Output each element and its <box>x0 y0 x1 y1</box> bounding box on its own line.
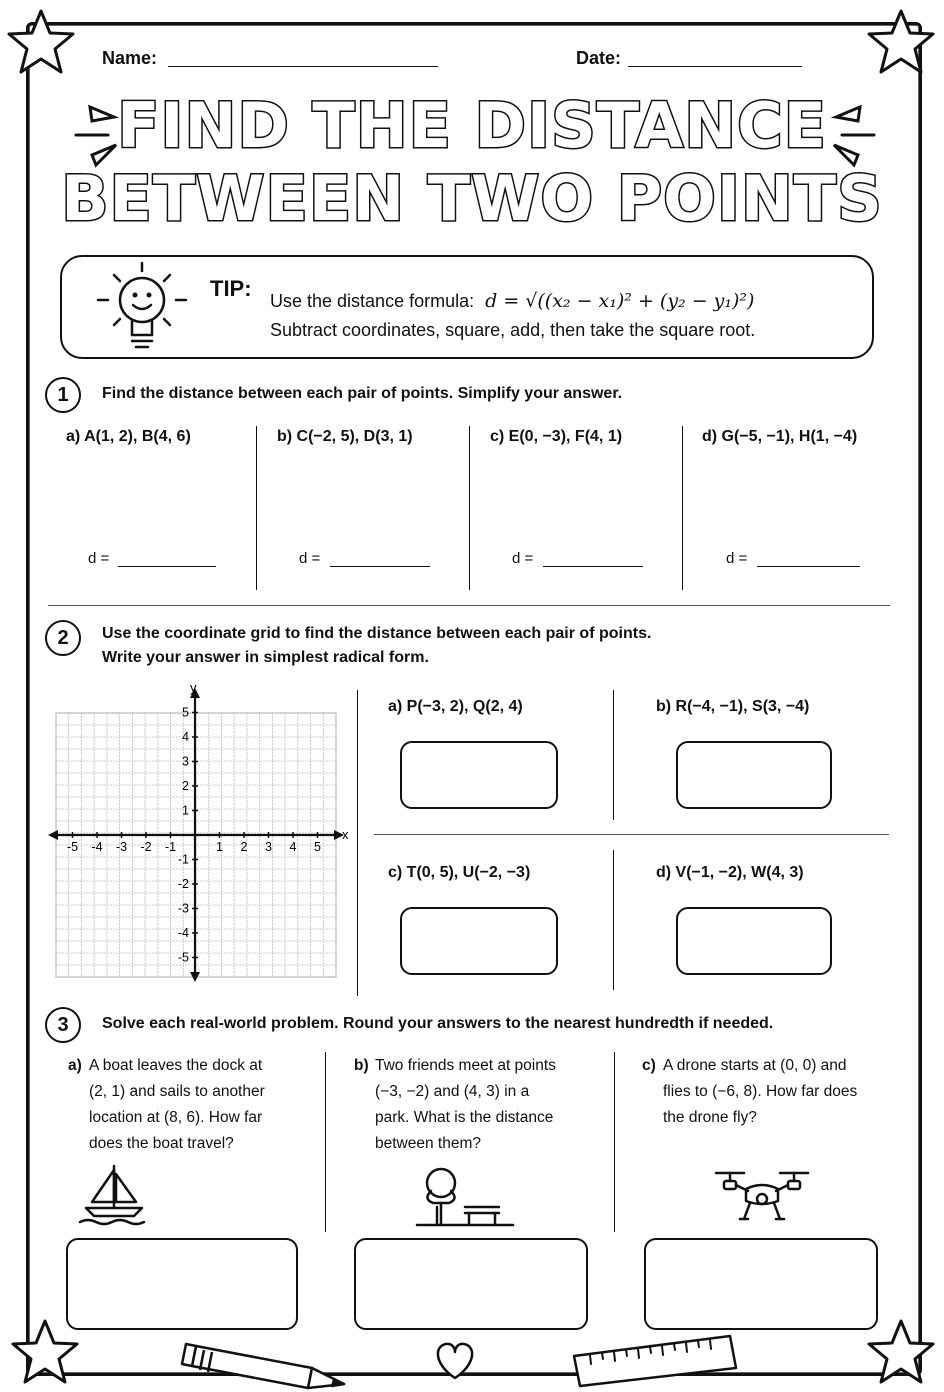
section-number: 2 <box>45 620 81 656</box>
divider <box>325 1052 326 1232</box>
star-icon <box>10 1318 80 1388</box>
heart-icon <box>432 1340 478 1382</box>
problem-text-line: location at (8, 6). How far <box>89 1109 263 1126</box>
y-tick-label: 2 <box>182 779 189 793</box>
problem-text-line: (−3, −2) and (4, 3) in a <box>375 1083 530 1100</box>
y-tick-label: -4 <box>177 926 189 940</box>
problem-label: d) V(−1, −2), W(4, 3) <box>656 864 804 881</box>
tip-formula-prefix: Use the distance formula: <box>270 291 475 311</box>
answer-line[interactable] <box>757 566 860 567</box>
y-axis-label: y <box>190 680 197 695</box>
x-tick-label: -5 <box>66 840 79 854</box>
problem-text-line: A boat leaves the dock at <box>89 1057 263 1074</box>
tip-line2: Subtract coordinates, square, add, then take the square root. <box>270 320 756 340</box>
divider <box>613 850 614 990</box>
divider <box>469 426 470 590</box>
sparkle-lines-icon <box>820 95 880 175</box>
answer-box[interactable] <box>400 741 558 809</box>
x-tick-label: 2 <box>240 840 248 854</box>
problem-text-line: between them? <box>375 1135 481 1152</box>
y-tick-label: -3 <box>177 901 189 916</box>
answer-box[interactable] <box>66 1238 298 1330</box>
divider <box>682 426 683 590</box>
section3-instruction: Solve each real-world problem. Round your answers to the nearest hundredth if needed. <box>102 1015 774 1032</box>
x-tick-label: -4 <box>91 840 103 854</box>
problem-text-line: the drone fly? <box>663 1109 757 1126</box>
problem-text-line: does the boat travel? <box>89 1135 234 1152</box>
section-number: 3 <box>45 1007 81 1043</box>
problem-label: b) R(−4, −1), S(3, −4) <box>656 698 810 715</box>
word-problem-c <box>642 1053 858 1126</box>
divider <box>256 426 257 590</box>
divider <box>374 834 889 835</box>
answer-box[interactable] <box>676 907 832 975</box>
date-field[interactable] <box>628 66 802 67</box>
x-tick-label: -2 <box>140 840 152 854</box>
x-axis-arrow <box>48 830 58 840</box>
tree-bench-icon <box>415 1163 515 1229</box>
y-tick-label: 5 <box>182 705 189 720</box>
drone-icon <box>712 1167 812 1227</box>
x-tick-label: -3 <box>115 840 128 854</box>
star-icon <box>866 8 936 78</box>
problem-letter: a) <box>68 1057 82 1074</box>
coordinate-grid <box>40 680 360 990</box>
y-tick-label: -5 <box>177 950 189 965</box>
problem-label: b) C(−2, 5), D(3, 1) <box>277 428 413 445</box>
star-icon <box>6 8 76 78</box>
name-label: Name: <box>102 48 158 68</box>
answer-label: d = <box>512 550 534 567</box>
ruler-icon <box>570 1328 740 1388</box>
section1-instruction: Find the distance between each pair of points. Simplify your answer. <box>102 385 623 402</box>
distance-formula: d = √((x₂ − x₁)² + (y₂ − y₁)²) <box>485 290 755 312</box>
divider <box>614 1052 615 1232</box>
answer-line[interactable] <box>330 566 430 567</box>
answer-box[interactable] <box>354 1238 588 1330</box>
problem-text-line: park. What is the distance <box>375 1109 554 1126</box>
answer-label: d = <box>299 550 321 567</box>
problem-text-line: flies to (−6, 8). How far does <box>663 1083 858 1100</box>
problem-label: d) G(−5, −1), H(1, −4) <box>702 428 858 445</box>
sparkle-lines-icon <box>70 95 130 175</box>
answer-label: d = <box>88 550 110 567</box>
section-number: 1 <box>45 377 81 413</box>
problem-letter: c) <box>642 1057 656 1074</box>
y-tick-label: 3 <box>182 754 189 769</box>
lightbulb-icon <box>92 255 192 360</box>
y-tick-label: 1 <box>182 803 189 818</box>
word-problem-a <box>68 1053 265 1152</box>
answer-box[interactable] <box>644 1238 878 1330</box>
date-label: Date: <box>576 48 622 68</box>
problem-label: a) P(−3, 2), Q(2, 4) <box>388 698 523 715</box>
answer-box[interactable] <box>676 741 832 809</box>
page-title-line1: FIND THE DISTANCE <box>117 89 827 162</box>
x-tick-label: -1 <box>164 840 177 854</box>
answer-line[interactable] <box>543 566 643 567</box>
page-title-line2: BETWEEN TWO POINTS <box>61 162 883 235</box>
divider <box>357 690 358 996</box>
section2-instruction-line1: Use the coordinate grid to find the distance between each pair of points. <box>102 625 652 642</box>
x-tick-label: 4 <box>289 840 297 854</box>
name-field[interactable] <box>168 66 438 67</box>
problem-text-line: (2, 1) and sails to another <box>89 1083 265 1100</box>
problem-label: c) E(0, −3), F(4, 1) <box>490 428 623 445</box>
pencil-icon <box>182 1332 352 1392</box>
x-tick-label: 5 <box>314 840 321 854</box>
star-icon <box>866 1318 936 1388</box>
y-tick-label: -1 <box>177 852 189 867</box>
section2-instruction-line2: Write your answer in simplest radical form. <box>102 649 429 666</box>
sailboat-icon <box>78 1162 150 1228</box>
problem-text-line: A drone starts at (0, 0) and <box>663 1057 847 1074</box>
problem-label: a) A(1, 2), B(4, 6) <box>66 428 191 445</box>
answer-line[interactable] <box>118 566 216 567</box>
y-tick-label: -2 <box>177 877 189 891</box>
problem-letter: b) <box>354 1057 369 1074</box>
answer-label: d = <box>726 550 748 567</box>
answer-box[interactable] <box>400 907 558 975</box>
tip-label: TIP: <box>210 276 252 301</box>
divider <box>613 690 614 820</box>
problem-label: c) T(0, 5), U(−2, −3) <box>388 864 531 881</box>
section-divider <box>48 605 890 606</box>
y-tick-label: 4 <box>182 730 189 744</box>
x-tick-label: 3 <box>265 840 272 854</box>
x-tick-label: 1 <box>216 840 223 854</box>
problem-text-line: Two friends meet at points <box>375 1057 556 1074</box>
word-problem-b <box>354 1053 556 1152</box>
x-axis-label: x <box>342 827 349 842</box>
